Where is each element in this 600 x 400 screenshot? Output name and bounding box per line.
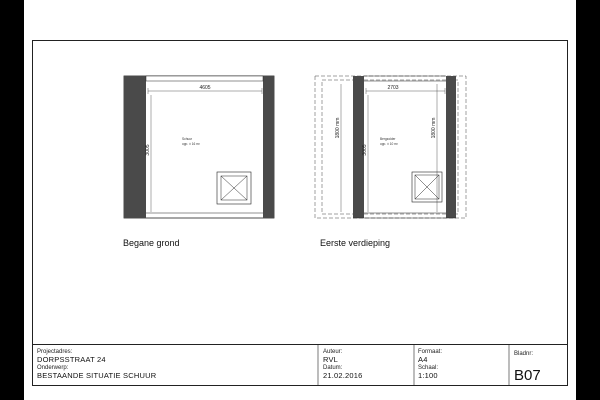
wall-right-ground [263, 76, 274, 218]
date-label: Datum: [323, 365, 343, 371]
sheet-label: Bladnr: [514, 351, 534, 357]
hatch-symbol-ground [217, 172, 251, 204]
dim-width-ground: 4605 [199, 85, 211, 91]
room-name-ground: Schuur [182, 137, 193, 141]
scale-value: 1:100 [418, 371, 438, 380]
dashed-outline-first [315, 76, 466, 218]
dim-side-left-first: 1800 mm [335, 117, 341, 139]
plan-title-first-floor: Eerste verdieping [320, 238, 391, 248]
sheet-number: B07 [514, 367, 541, 384]
hatch-symbol-first [412, 172, 442, 202]
plan-first-floor [315, 76, 466, 218]
date-value: 21.02.2016 [323, 371, 363, 380]
project-value: DORPSSTRAAT 24 [37, 355, 106, 364]
format-value: A4 [418, 355, 428, 364]
scale-label: Schaal: [418, 365, 439, 371]
format-label: Formaat: [418, 349, 443, 355]
dim-width-first: 2703 [387, 85, 399, 91]
dim-height-ground: 3005 [145, 144, 151, 156]
wall-left-ground [124, 76, 146, 218]
project-label: Projectadres: [37, 349, 73, 355]
dim-side-right-first: 1800 mm [431, 117, 437, 139]
subject-label: Onderwerp: [37, 365, 69, 371]
wall-right-first [446, 76, 456, 218]
author-value: RVL [323, 355, 339, 364]
dim-height-first: 3005 [362, 144, 368, 156]
title-block [32, 344, 568, 386]
room-area-ground: opp. ± 16 m² [182, 142, 200, 146]
plan-title-ground-floor: Begane grond [123, 238, 180, 248]
wall-top-ground [146, 76, 263, 81]
room-area-first: opp. ± 10 m² [380, 142, 398, 146]
room-name-first: Bergzolder [380, 137, 396, 141]
author-label: Auteur: [323, 349, 343, 355]
subject-value: BESTAANDE SITUATIE SCHUUR [37, 371, 157, 380]
plan-ground-floor [124, 76, 274, 218]
